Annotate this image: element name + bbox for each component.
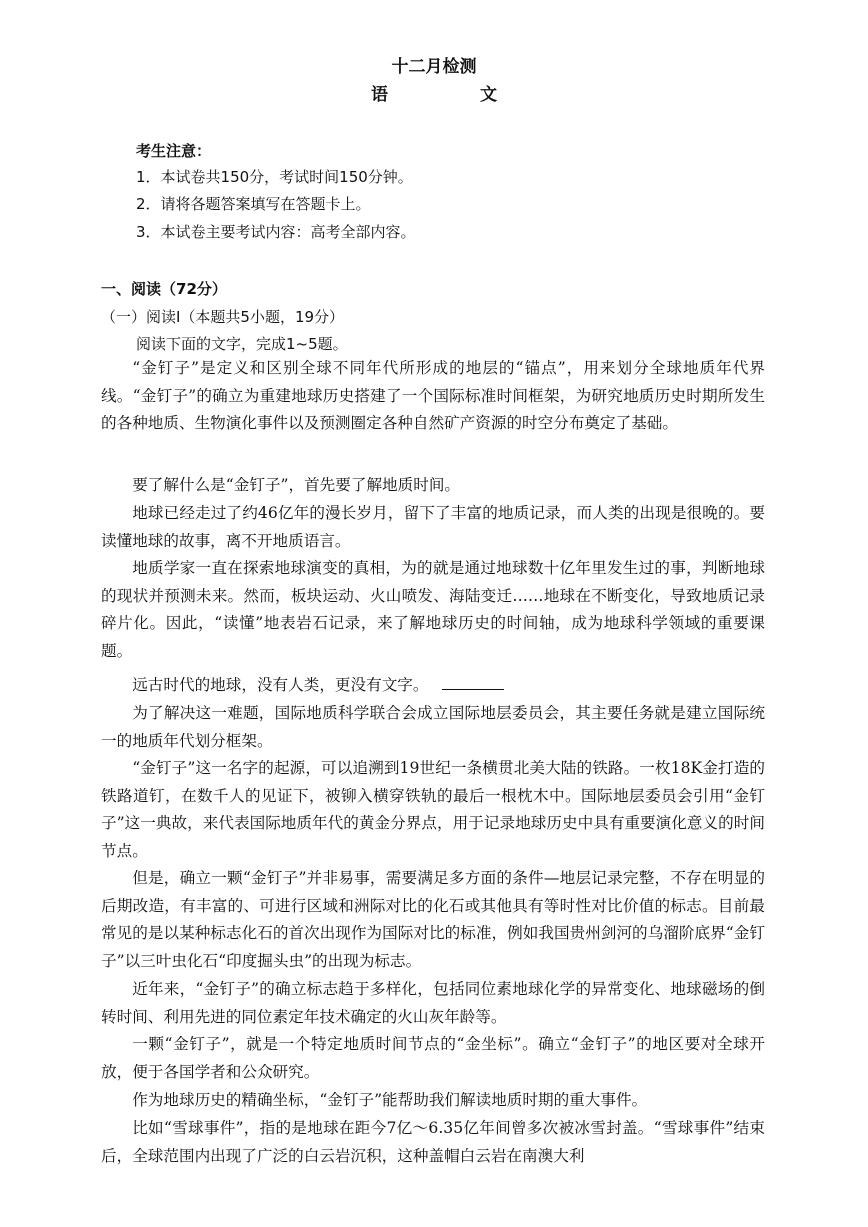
subject-title <box>0 80 868 105</box>
passage-paragraph: 地球已经走过了约46亿年的漫长岁月，留下了丰富的地质记录，而人类的出现是很晚的。要读懂地球的故事，离不开地质语言。 <box>101 504 765 550</box>
answer-blank <box>442 675 504 690</box>
notice-item: 1．本试卷共150分，考试时间150分钟。 <box>136 168 413 186</box>
notice-item: 2．请将各题答案填写在答题卡上。 <box>136 195 371 213</box>
passage-paragraph: “金钉子”这一名字的起源，可以追溯到19世纪一条横贯北美大陆的铁路。一枚18K金打造的铁路道钉，在数千人的见证下，被铆入横穿铁轨的最后一根枕木中。国际地层委员会引用“金钉子”这一典故，来代表国际地质年代的黄金分界点，用于记录地球历史中具有重要演化意义的时间节点。 <box>101 759 765 860</box>
passage-paragraph: 近年来，“金钉子”的确立标志趋于多样化，包括同位素地球化学的异常变化、地球磁场的倒转时间、利用先进的同位素定年技术确定的火山灰年龄等。 <box>101 980 765 1026</box>
passage-paragraph: 要了解什么是“金钉子”，首先要了解地质时间。 <box>132 476 461 494</box>
reading-instruction: 阅读下面的文字，完成1~5题。 <box>136 335 348 353</box>
exam-title: 十二月检测 <box>391 57 477 77</box>
passage-paragraph: 一颗“金钉子”，就是一个特定地质时间节点的“金坐标”。确立“金钉子”的地区要对全球开放，便于各国学者和公众研究。 <box>101 1035 765 1081</box>
passage-paragraph: 为了解决这一难题，国际地质科学联合会成立国际地层委员会，其主要任务就是建立国际统一的地质年代划分框架。 <box>101 704 765 750</box>
section-subtitle: （一）阅读I（本题共5小题，19分） <box>101 308 345 326</box>
passage-paragraph: 作为地球历史的精确坐标，“金钉子”能帮助我们解读地质时期的重大事件。 <box>132 1091 648 1109</box>
subject-char-left: 语 <box>371 85 388 105</box>
passage-paragraph-with-blank <box>101 672 765 700</box>
passage-text: 远古时代的地球，没有人类，更没有文字。 <box>132 676 429 694</box>
subject-char-right: 文 <box>480 85 497 105</box>
notice-item: 3．本试卷主要考试内容：高考全部内容。 <box>136 223 416 241</box>
passage-paragraph: 地质学家一直在探索地球演变的真相，为的就是通过地球数十亿年里发生过的事，判断地球的现状并预测未来。然而，板块运动、火山喷发、海陆变迁……地球在不断变化，导致地质记录碎片化。因此，“读懂”地表岩石记录，来了解地球历史的时间轴，成为地球科学领域的重要课题。 <box>101 559 765 660</box>
passage-paragraph: “金钉子”是定义和区别全球不同年代所形成的地层的“锚点”，用来划分全球地质年代界线。“金钉子”的确立为重建地球历史搭建了一个国际标准时间框架，为研究地质历史时期所发生的各种地质、生物演化事件以及预测圈定各种自然矿产资源的时空分布奠定了基础。 <box>101 359 765 432</box>
section-title: 一、阅读（72分） <box>101 280 227 298</box>
passage-paragraph: 比如“雪球事件”，指的是地球在距今7亿～6.35亿年间曾多次被冰雪封盖。“雪球事件”结束后，全球范围内出现了广泛的白云岩沉积，这种盖帽白云岩在南澳大利 <box>101 1119 765 1165</box>
passage-paragraph: 但是，确立一颗“金钉子”并非易事，需要满足多方面的条件—地层记录完整，不存在明显的后期改造，有丰富的、可进行区域和洲际对比的化石或其他具有等时性对比价值的标志。目前最常见的是以某种标志化石的首次出现作为国际对比的标准，例如我国贵州剑河的乌溜阶底界“金钉子”以三叶虫化石“印度掘头虫”的出现为标志。 <box>101 869 765 970</box>
notice-heading: 考生注意： <box>136 142 212 160</box>
